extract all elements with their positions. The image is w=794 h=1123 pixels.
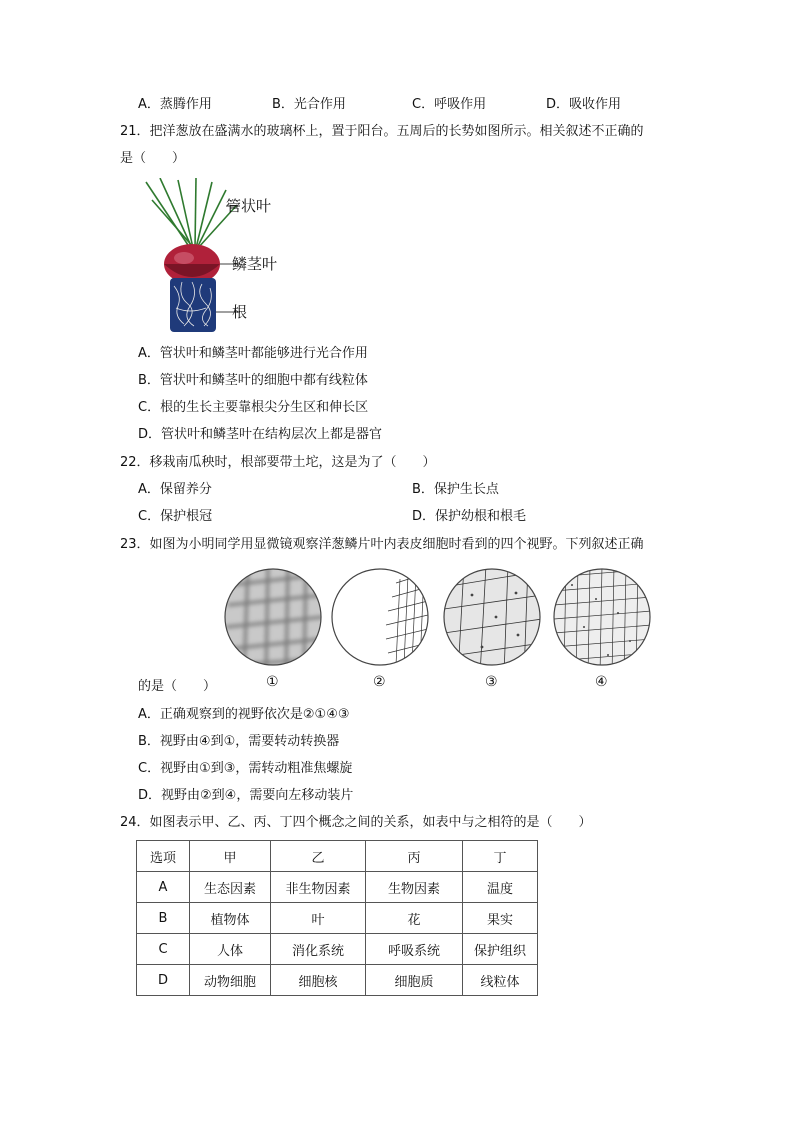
q23-option-b: B．视野由④到①，需要转动转换器	[138, 734, 340, 749]
cell: 非生物因素	[271, 872, 366, 903]
q23-stem-line2: 的是（ ）	[138, 679, 217, 694]
cell: 生态因素	[190, 872, 271, 903]
cell: B	[137, 903, 190, 934]
cell: 动物细胞	[190, 965, 271, 996]
q20-option-c: C．呼吸作用	[412, 97, 487, 112]
cell: 花	[366, 903, 463, 934]
view-2	[320, 565, 440, 675]
cell: 植物体	[190, 903, 271, 934]
q23-option-a: A．正确观察到的视野依次是②①④③	[138, 707, 350, 722]
cell: 叶	[271, 903, 366, 934]
q20-option-b: B．光合作用	[272, 97, 346, 112]
col-header-yi: 乙	[271, 841, 366, 872]
cell: 温度	[463, 872, 538, 903]
q23-option-d: D．视野由②到④，需要向左移动装片	[138, 788, 354, 803]
microscope-views	[220, 565, 660, 685]
q21-stem-line1: 21．把洋葱放在盛满水的玻璃杯上，置于阳台。五周后的长势如图所示。相关叙述不正确的	[120, 124, 644, 139]
table-row	[137, 965, 538, 996]
q21-option-a: A．管状叶和鳞茎叶都能够进行光合作用	[138, 346, 368, 361]
q20-option-a: A．蒸腾作用	[138, 97, 212, 112]
q21-option-b: B．管状叶和鳞茎叶的细胞中都有线粒体	[138, 373, 368, 388]
col-header-ding: 丁	[463, 841, 538, 872]
cell: 线粒体	[463, 965, 538, 996]
q22-option-d: D．保护幼根和根毛	[412, 509, 527, 524]
view-3	[440, 565, 550, 675]
table-row	[137, 872, 538, 903]
cell: A	[137, 872, 190, 903]
concept-table	[136, 840, 538, 996]
view-4	[550, 565, 660, 675]
cell: 细胞核	[271, 965, 366, 996]
table-header-row	[137, 841, 538, 872]
q23-option-c: C．视野由①到③，需转动粗准焦螺旋	[138, 761, 353, 776]
col-header-jia: 甲	[190, 841, 271, 872]
q20-option-d: D．吸收作用	[546, 97, 622, 112]
q21-stem-line2: 是（ ）	[120, 151, 186, 166]
cell: 人体	[190, 934, 271, 965]
q22-option-a: A．保留养分	[138, 482, 212, 497]
label-tubular-leaf: 管状叶	[226, 197, 272, 215]
circle-label-1: ①	[266, 674, 279, 690]
label-root: 根	[232, 303, 248, 321]
q23-stem-line1: 23．如图为小明同学用显微镜观察洋葱鳞片叶内表皮细胞时看到的四个视野。下列叙述正确	[120, 537, 644, 552]
cell: D	[137, 965, 190, 996]
cell: 细胞质	[366, 965, 463, 996]
cell: 果实	[463, 903, 538, 934]
cell: 保护组织	[463, 934, 538, 965]
table-row	[137, 903, 538, 934]
q21-option-c: C．根的生长主要靠根尖分生区和伸长区	[138, 400, 369, 415]
cell: 呼吸系统	[366, 934, 463, 965]
cell: 消化系统	[271, 934, 366, 965]
q24-stem: 24．如图表示甲、乙、丙、丁四个概念之间的关系，如表中与之相符的是（ ）	[120, 815, 592, 830]
q22-option-b: B．保护生长点	[412, 482, 499, 497]
q21-option-d: D．管状叶和鳞茎叶在结构层次上都是器官	[138, 427, 383, 442]
cell: 生物因素	[366, 872, 463, 903]
q22-stem: 22．移栽南瓜秧时，根部要带土坨，这是为了（ ）	[120, 455, 436, 470]
col-header-option: 选项	[137, 841, 190, 872]
circle-label-3: ③	[485, 674, 498, 690]
circle-label-4: ④	[595, 674, 608, 690]
table-row	[137, 934, 538, 965]
q22-option-c: C．保护根冠	[138, 509, 213, 524]
circle-label-2: ②	[373, 674, 386, 690]
cell: C	[137, 934, 190, 965]
label-bulb-leaf: 鳞茎叶	[232, 255, 278, 273]
col-header-bing: 丙	[366, 841, 463, 872]
view-1	[220, 565, 330, 675]
